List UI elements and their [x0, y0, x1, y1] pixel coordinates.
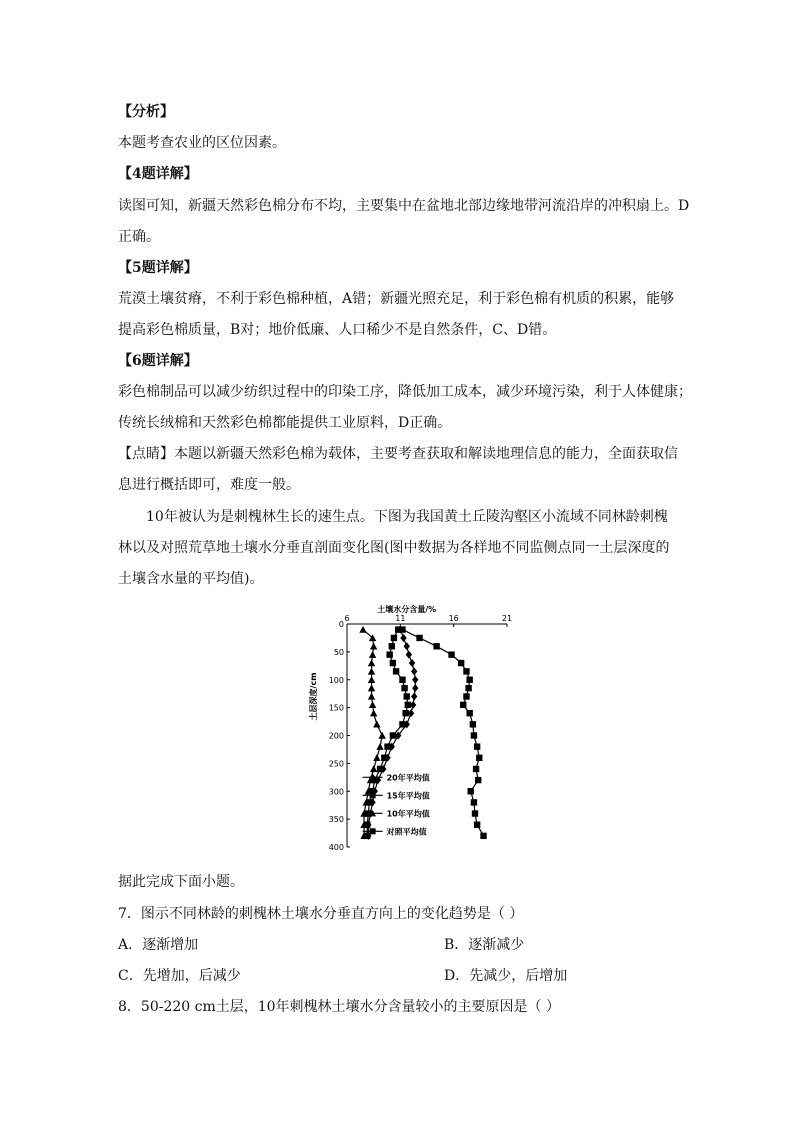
intro-line-3: 土壤含水量的平均值)。	[118, 571, 264, 587]
series-3-point	[368, 668, 375, 675]
series-4-point	[474, 822, 480, 828]
series-3-point	[368, 676, 375, 683]
analysis-text: 本题考查农业的区位因素。	[118, 135, 286, 151]
series-3-point	[376, 743, 383, 750]
series-2-point	[399, 721, 405, 727]
series-3-point	[373, 721, 380, 728]
q7-stem: 7．图示不同林龄的刺槐林土壤水分垂直方向上的变化趋势是（ ）	[118, 906, 524, 922]
analysis-heading: 【分析】	[118, 104, 174, 120]
q7-option-a: A．逐渐增加	[118, 937, 199, 953]
series-1-point	[404, 642, 410, 650]
y-tick-label: 150	[328, 703, 344, 713]
series-4-point	[463, 693, 469, 699]
series-2-point	[384, 743, 390, 749]
series-4-point	[472, 810, 478, 816]
series-4-point	[474, 743, 480, 749]
series-4-point	[399, 626, 405, 632]
q7-option-c: C．先增加，后减少	[118, 968, 241, 984]
prompt-text: 据此完成下面小题。	[118, 874, 244, 890]
series-4-point	[448, 651, 454, 657]
q5-heading: 【5题详解】	[118, 260, 198, 276]
q4-heading: 【4题详解】	[118, 166, 198, 182]
x-tick-label: 16	[448, 614, 459, 623]
series-4-point	[475, 777, 481, 783]
y-tick-label: 200	[328, 731, 344, 741]
series-3-point	[368, 693, 375, 700]
q6-line-2: 传统长绒棉和天然彩色棉都能提供工业原料，D正确。	[118, 415, 452, 431]
q4-line-1: 读图可知，新疆天然彩色棉分布不均，主要集中在盆地北部边缘地带河流沿岸的冲积扇上。D	[118, 198, 690, 214]
series-2-point	[401, 685, 407, 691]
q6-line-1: 彩色棉制品可以减少纺织过程中的印染工序，降低加工成本，减少环境污染，利于人体健康；	[118, 384, 692, 400]
intro-line-1: 10年被认为是刺槐林生长的速生点。下图为我国黄土丘陵沟壑区小流域不同林龄刺槐	[146, 509, 668, 525]
series-4-point	[473, 766, 479, 772]
x-tick-label: 11	[395, 614, 406, 623]
series-2-point	[381, 755, 387, 761]
series-4-point	[433, 643, 439, 649]
series-2-point	[389, 643, 395, 649]
legend-label: 20年平均值	[386, 773, 430, 783]
y-tick-label: 400	[328, 843, 344, 852]
comment-line-1: 【点睛】本题以新疆天然彩色棉为载体，主要考查获取和解读地理信息的能力，全面获取信	[118, 446, 678, 462]
q8-stem: 8．50-220 cm土层，10年刺槐林土壤水分含量较小的主要原因是（ ）	[118, 999, 561, 1015]
series-2-point	[393, 668, 399, 674]
series-4-point	[468, 788, 474, 794]
y-axis-label: 土层深度/cm	[309, 672, 318, 721]
series-1-point	[411, 667, 417, 675]
legend-label: 10年平均值	[386, 809, 430, 819]
series-2-point	[386, 651, 392, 657]
series-2-point	[391, 635, 397, 641]
y-tick-label: 350	[328, 815, 344, 825]
series-4-point	[466, 710, 472, 716]
series-2-point	[390, 660, 396, 666]
series-3-point	[368, 684, 375, 691]
series-4-point	[466, 677, 472, 683]
series-4-point	[471, 732, 477, 738]
series-4-point	[465, 685, 471, 691]
series-3-point	[379, 732, 386, 739]
series-1-point	[412, 684, 418, 692]
q6-heading: 【6题详解】	[118, 353, 198, 369]
series-1-point	[409, 659, 415, 667]
series-2-point	[377, 766, 383, 772]
series-4-point	[463, 668, 469, 674]
q5-line-1: 荒漠土壤贫瘠，不利于彩色棉种植，A错；新疆光照充足，利于彩色棉有机质的积累，能够	[118, 291, 675, 307]
q7-option-b: B．逐渐减少	[444, 937, 525, 953]
q7-option-d: D．先减少，后增加	[444, 968, 568, 984]
legend-label: 15年平均值	[386, 791, 430, 801]
q5-line-2: 提高彩色棉质量，B对；地价低廉、人口稀少不是自然条件，C、D错。	[118, 322, 557, 338]
series-4-point	[458, 660, 464, 666]
series-3-point	[373, 754, 380, 761]
series-4-point	[416, 635, 422, 641]
y-tick-label: 0	[338, 620, 344, 629]
x-axis-label: 土壤水分含量/%	[377, 605, 437, 614]
series-4-point	[480, 833, 486, 839]
legend-marker	[370, 792, 376, 798]
y-tick-label: 50	[333, 647, 344, 657]
series-1-point	[406, 651, 412, 659]
y-tick-label: 250	[328, 759, 344, 769]
series-4-point	[460, 702, 466, 708]
q4-line-2: 正确。	[118, 229, 160, 245]
legend-label: 对照平均值	[386, 827, 427, 837]
series-3-point	[368, 659, 375, 666]
x-tick-label: 6	[344, 614, 350, 623]
series-1-point	[411, 692, 417, 700]
series-2-point	[399, 677, 405, 683]
x-tick-label: 21	[501, 614, 513, 623]
series-2-point	[405, 702, 411, 708]
comment-line-2: 息进行概括即可，难度一般。	[118, 477, 300, 493]
series-2-point	[404, 693, 410, 699]
series-2-point	[390, 732, 396, 738]
legend-marker	[370, 828, 376, 834]
series-3-point	[369, 651, 376, 658]
series-2-point	[402, 710, 408, 716]
intro-line-2: 林以及对照荒草地土壤水分垂直剖面变化图(图中数据为各样地不同监侧点同一土层深度的	[118, 540, 670, 556]
series-3-point	[370, 710, 377, 717]
series-4-point	[471, 799, 477, 805]
series-3-point	[359, 626, 366, 633]
series-3-point	[369, 701, 376, 708]
series-1-point	[400, 634, 406, 642]
series-3-point	[370, 765, 377, 772]
series-4-point	[476, 755, 482, 761]
series-1-point	[412, 676, 418, 684]
soil-moisture-chart	[308, 604, 518, 854]
y-tick-label: 100	[328, 675, 344, 685]
y-tick-label: 300	[328, 787, 344, 797]
series-3-point	[370, 643, 377, 650]
series-4-point	[470, 721, 476, 727]
